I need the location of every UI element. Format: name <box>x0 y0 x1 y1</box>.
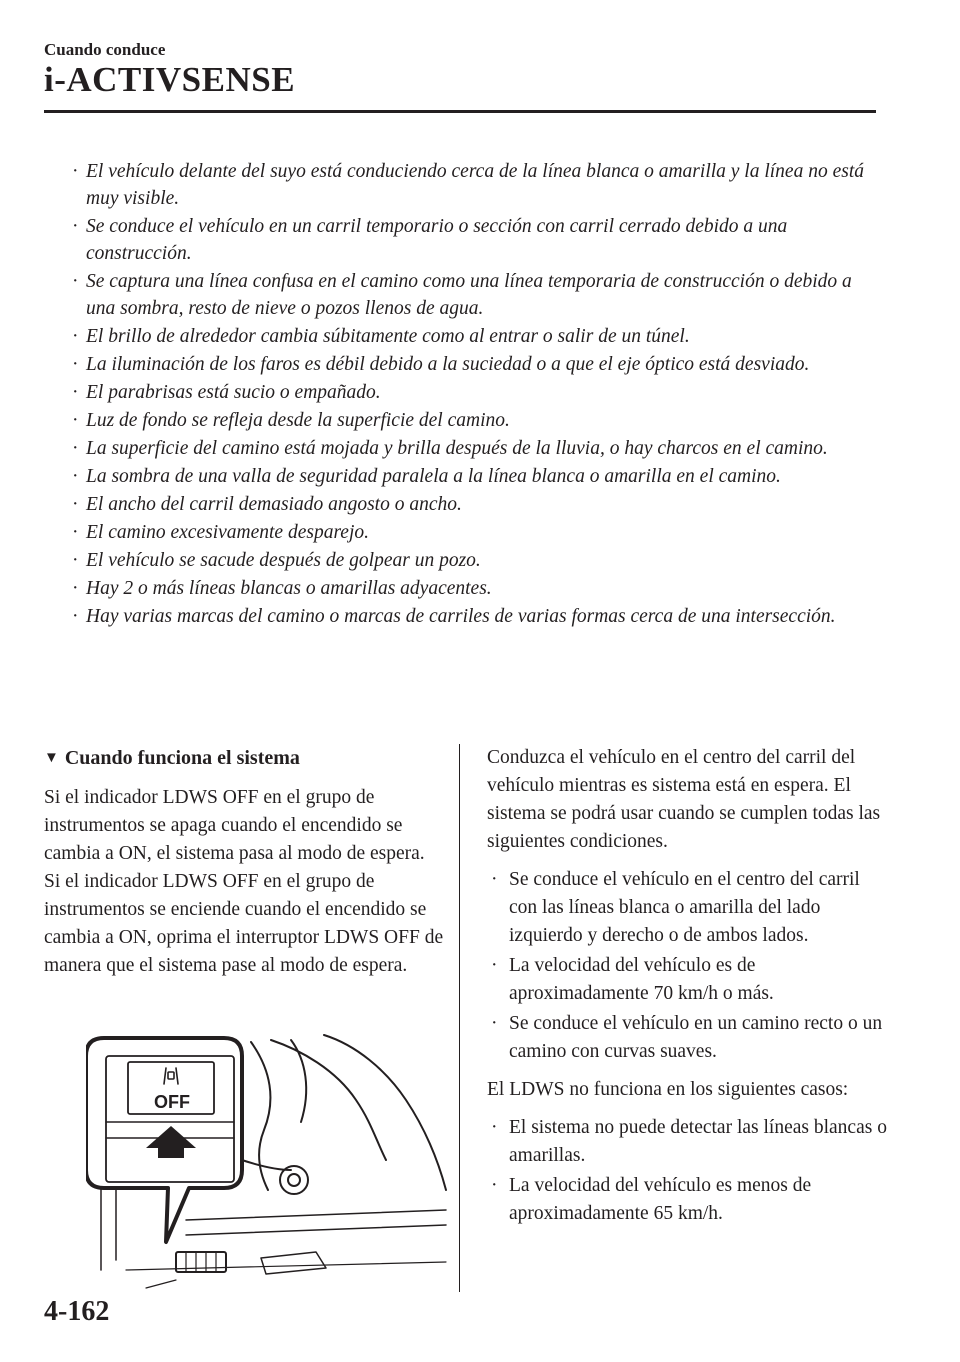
list-item: · El vehículo se sacude después de golpear un pozo. <box>70 547 870 574</box>
section-subheading <box>44 744 444 772</box>
list-item: · Se captura una línea confusa en el camino como una línea temporaria de construcción o debido a una sombra, resto de nieve o pozos llenos de agua. <box>70 268 870 322</box>
list-item: · La velocidad del vehículo es menos de aproximadamente 65 km/h. <box>487 1172 887 1228</box>
switch-cluster-lines <box>186 1252 216 1272</box>
not-working-paragraph: El LDWS no funciona en los siguientes casos: <box>487 1079 849 1100</box>
triangle-down-icon: ▼ <box>44 750 59 766</box>
page-number: 4-162 <box>44 1296 110 1327</box>
stalk-knob <box>288 1174 300 1186</box>
list-item: · El sistema no puede detectar las líneas blancas o amarillas. <box>487 1114 887 1170</box>
list-item: · La sombra de una valla de seguridad paralela a la línea blanca o amarilla en el camino. <box>70 463 870 490</box>
page-title: i-ACTIVSENSE <box>44 60 296 99</box>
right-column <box>487 744 887 1238</box>
stalk <box>236 1158 291 1170</box>
off-label: OFF <box>154 1092 190 1112</box>
not-working-list <box>487 1114 887 1228</box>
list-item: · La superficie del camino está mojada y brilla después de la lluvia, o hay charcos en el camino. <box>70 435 870 462</box>
list-item: · Hay 2 o más líneas blancas o amarillas adyacentes. <box>70 575 870 602</box>
list-item: · Luz de fondo se refleja desde la superficie del camino. <box>70 407 870 434</box>
header-divider <box>44 110 876 113</box>
center-lane-paragraph: Conduzca el vehículo en el centro del carril del vehículo mientras es sistema está en espera. El sistema se podrá usar cuando se cumplen todas las siguientes condiciones. <box>487 747 881 852</box>
left-column <box>44 744 444 980</box>
lower-panel <box>146 1280 176 1288</box>
lower-panel <box>126 1262 446 1270</box>
list-item: · El ancho del carril demasiado angosto o ancho. <box>70 491 870 518</box>
vent <box>261 1252 326 1274</box>
list-item: · El brillo de alrededor cambia súbitamente como al entrar o salir de un túnel. <box>70 323 870 350</box>
ldws-switch-illustration <box>86 1030 456 1292</box>
list-item: · Hay varias marcas del camino o marcas de carriles de varias formas cerca de una intersección. <box>70 603 870 630</box>
list-item: · El vehículo delante del suyo está conduciendo cerca de la línea blanca o amarilla y la línea no está muy visible. <box>70 158 870 212</box>
column-divider <box>459 744 460 1292</box>
standby-paragraph: Si el indicador LDWS OFF en el grupo de instrumentos se apaga cuando el encendido se cambia a ON, el sistema pasa al modo de espera. <box>44 787 425 864</box>
subheading-text: Cuando funciona el sistema <box>64 747 300 769</box>
panel-edge <box>186 1210 446 1220</box>
panel-edge <box>186 1225 446 1235</box>
steering-wheel <box>271 1040 386 1160</box>
list-item: · La velocidad del vehículo es de aproximadamente 70 km/h o más. <box>487 952 887 1008</box>
list-item: · Se conduce el vehículo en un camino recto o un camino con curvas suaves. <box>487 1010 887 1066</box>
steering-wheel <box>324 1035 446 1190</box>
conditions-list <box>70 158 870 631</box>
list-item: · El camino excesivamente desparejo. <box>70 519 870 546</box>
list-item: · El parabrisas está sucio o empañado. <box>70 379 870 406</box>
list-item: · La iluminación de los faros es débil debido a la suciedad o a que el eje óptico está desviado. <box>70 351 870 378</box>
list-item: · Se conduce el vehículo en un carril temporario o sección con carril cerrado debido a una construcción. <box>70 213 870 267</box>
operating-conditions-list <box>487 866 887 1066</box>
section-label: Cuando conduce <box>44 40 166 59</box>
switch-paragraph: Si el indicador LDWS OFF en el grupo de instrumentos se enciende cuando el encendido se cambia a ON, oprima el interruptor LDWS OFF de manera que el sistema pase al modo de espera. <box>44 871 444 976</box>
list-item: · Se conduce el vehículo en el centro del carril con las líneas blanca o amarilla del lado izquierdo y derecho o de ambos lados. <box>487 866 887 950</box>
